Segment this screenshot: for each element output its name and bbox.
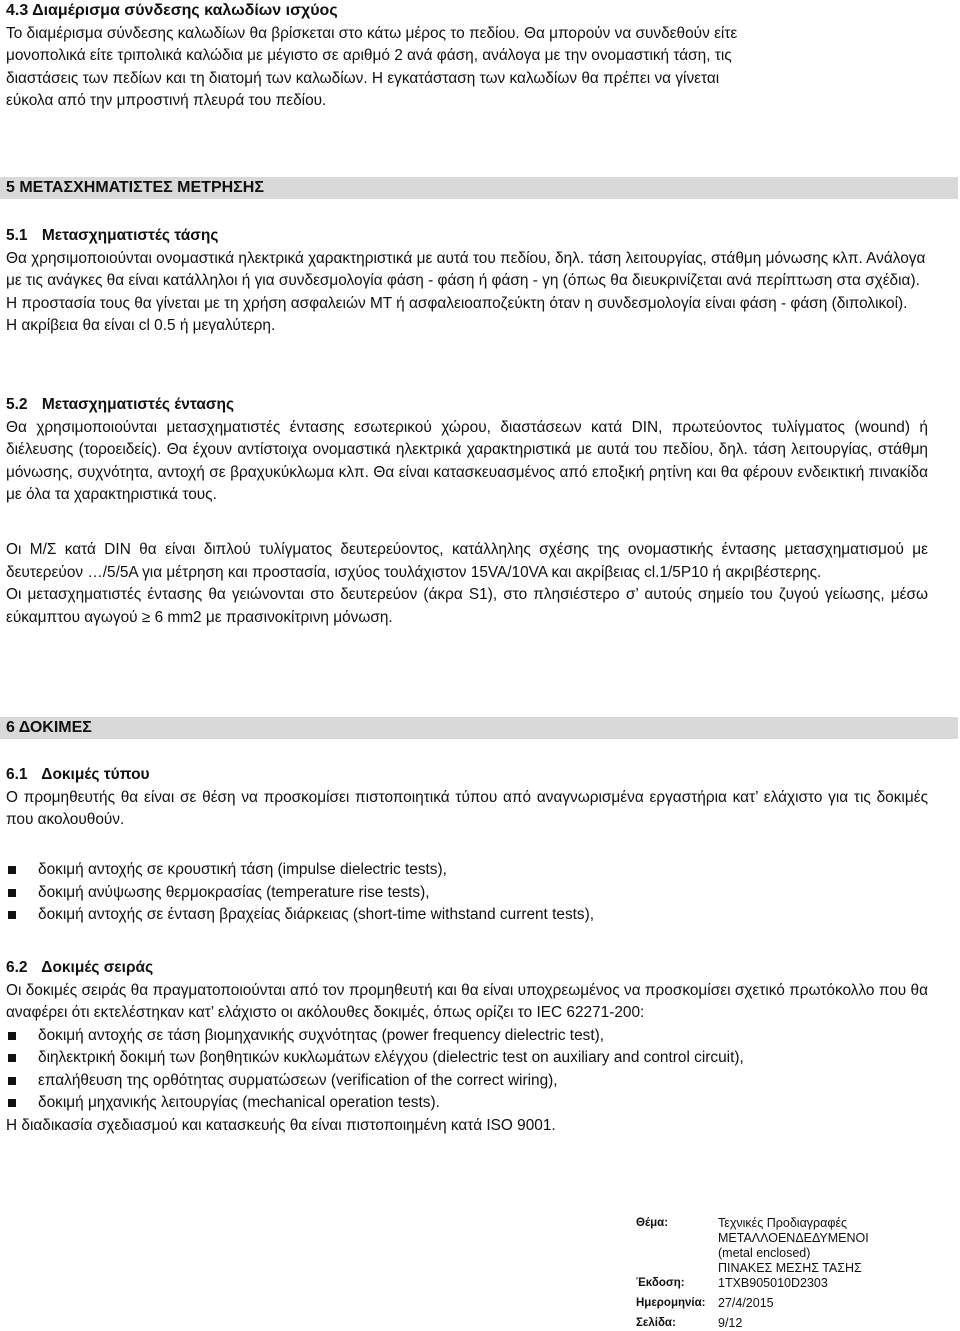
list-item: διηλεκτρική δοκιμή των βοηθητικών κυκλωμάτων ελέγχου (dielectric test on auxiliary and control circuit), [6, 1047, 928, 1070]
section-5-1-heading [6, 225, 928, 248]
section-6-heading [0, 717, 958, 739]
section-6-2-list [6, 1025, 928, 1115]
section-4-3 [6, 0, 928, 113]
section-4-3-heading: 4.3 Διαμέρισμα σύνδεσης καλωδίων ισχύος [6, 2, 338, 19]
bullet-icon [8, 889, 16, 897]
footer-edition-value: 1TXB905010D2303 [718, 1276, 828, 1290]
section-6-1 [6, 764, 928, 832]
section-6-1-list [6, 859, 928, 927]
section-6-1-body: Ο προμηθευτής θα είναι σε θέση να προσκομίσει πιστοποιητικά τύπου από αναγνωρισμένα εργαστήρια κατ’ ελάχιστο για τις δοκιμές που ακολουθούν. [6, 788, 928, 828]
section-4-3-line-3: διαστάσεις των πεδίων και τη διατομή των καλωδίων. Η εγκατάσταση των καλωδίων θα πρέπει να γίνεται [6, 69, 720, 87]
section-6-2-heading [6, 957, 928, 980]
list-item: επαλήθευση της ορθότητας συρματώσεων (verification of the correct wiring), [6, 1070, 928, 1093]
bullet-icon [8, 911, 16, 919]
section-5-heading: 5 ΜΕΤΑΣΧΗΜΑΤΙΣΤΕΣ ΜΕΤΡΗΣΗΣ [0, 177, 958, 199]
section-5-1-title: Μετασχηματιστές τάσης [41, 227, 219, 244]
section-6-1-heading [6, 764, 928, 787]
bullet-icon [8, 1032, 16, 1040]
footer-page-value: 9/12 [718, 1316, 743, 1330]
section-6-2-number: 6.2 [6, 959, 28, 976]
list-item: δοκιμή αντοχής σε κρουστική τάση (impulse dielectric tests), [6, 859, 928, 882]
list-item: δοκιμή ανύψωσης θερμοκρασίας (temperature rise tests), [6, 882, 928, 905]
section-6-1-title: Δοκιμές τύπου [41, 766, 150, 783]
list-item: δοκιμή αντοχής σε τάση βιομηχανικής συχνότητας (power frequency dielectric test), [6, 1025, 928, 1048]
section-5-2-number: 5.2 [6, 396, 28, 413]
section-4-3-line-4: εύκολα από την μπροστινή πλευρά του πεδίου. [6, 92, 327, 109]
section-4-3-line-2: μονοπολικά είτε τριπολικά καλώδια με μέγιστο σε αριθμό 2 ανά φάση, ανάλογα με την ονομαστική τάση, τις [6, 47, 732, 64]
footer-date-value: 27/4/2015 [718, 1296, 774, 1310]
section-5-2-grounding-text: Οι μετασχηματιστές έντασης θα γειώνονται στο δευτερεύον (άκρα S1), στο πλησιέστερο σ’ αυτούς σημείο του ζυγού γείωσης, μέσω εύκαμπτου αγωγού ≥ 6 mm2 με πρασινοκίτρινη μόνωση. [6, 586, 928, 626]
section-6-2-closing: Η διαδικασία σχεδιασμού και κατασκευής θα είναι πιστοποιημένη κατά ISO 9001. [6, 1116, 556, 1134]
section-5-2-body: Θα χρησιμοποιούνται μετασχηματιστές έντασης εσωτερικού χώρου, διαστάσεων κατά DIN, πρωτεύοντος τυλίγματος (wound) ή διέλευσης (τοροειδείς). Θα έχουν αντίστοιχα ονομαστικά ηλεκτρικά χαρακτηριστικά με αυτά του πεδίου, δηλ. τάση λειτουργίας, στάθμη μόνωσης, συχνότητα, αντοχή σε βραχυκύκλωμα κλπ. Θα είναι κατασκευασμένος από εποξική ρητίνη και θα φέρουν ενδεικτική πινακίδα με όλα τα χαρακτηριστικά τους. [6, 418, 928, 503]
bullet-icon [8, 866, 16, 874]
section-5-2 [6, 394, 928, 507]
section-5-2-title: Μετασχηματιστές έντασης [41, 396, 235, 413]
footer-page-label: Σελίδα: [636, 1317, 676, 1329]
section-5-2-heading [6, 394, 928, 417]
section-5-1-body: Θα χρησιμοποιούνται ονομαστικά ηλεκτρικά χαρακτηριστικά με αυτά του πεδίου, δηλ. τάση λειτουργίας, στάθμη μόνωσης κλπ. Ανάλογα με τις ανάγκες θα είναι κατάλληλοι ή για συνδεσμολογία φάση - φάση ή φάση - γη (όπως θα διευκρινίζεται ανά περίπτωση στα σχέδια). Η προστασία τους θα γίνεται με τη χρήση ασφαλειών ΜΤ ή ασφαλειοαποζεύκτη όταν η συνδεσμολογία είναι φάση - φάση (διπολικοί). [6, 249, 926, 312]
section-6-2-title: Δοκιμές σειράς [41, 959, 154, 976]
bullet-icon [8, 1077, 16, 1085]
footer-subject-label: Θέμα: [636, 1217, 669, 1229]
section-5-2-din [6, 539, 928, 629]
footer-date-label: Ημερομηνία: [636, 1297, 706, 1309]
footer-subject-value: Τεχνικές Προδιαγραφές ΜΕΤΑΛΛΟΕΝΔΕΔΥΜΕΝΟΙ (metal enclosed) ΠΙΝΑΚΕΣ ΜΕΣΗΣ ΤΑΣΗΣ [718, 1216, 869, 1275]
list-item: δοκιμή μηχανικής λειτουργίας (mechanical operation tests). [6, 1092, 928, 1115]
footer-edition-row [636, 1276, 936, 1291]
footer-edition-label: Έκδοση: [636, 1277, 685, 1289]
section-5-1-accuracy: Η ακρίβεια θα είναι cl 0.5 ή μεγαλύτερη. [6, 317, 276, 334]
section-4-3-line-1: Το διαμέρισμα σύνδεσης καλωδίων θα βρίσκεται στο κάτω μέρος το πεδίου. Θα μπορούν να συνδεθούν είτε [6, 24, 738, 42]
section-6-1-list-wrap [6, 859, 928, 927]
footer-subject-row [636, 1216, 936, 1276]
section-5-2-din-text: Οι Μ/Σ κατά DIN θα είναι διπλού τυλίγματος δευτερεύοντος, κατάλληλης σχέσης της ονομαστικής έντασης μετασχηματισμού με δευτερεύον …/5/5A για μέτρηση και προστασία, ισχύος τουλάχιστον 15VA/10VA και ακρίβειας cl.1/5P10 ή ακριβέστερης. [6, 541, 928, 581]
section-6-heading-text: 6 ΔΟΚΙΜΕΣ [6, 719, 92, 736]
bullet-icon [8, 1054, 16, 1062]
section-5-1-number: 5.1 [6, 227, 28, 244]
list-item: δοκιμή αντοχής σε ένταση βραχείας διάρκειας (short-time withstand current tests), [6, 904, 928, 927]
section-6-1-number: 6.1 [6, 766, 28, 783]
bullet-icon [8, 1099, 16, 1107]
document-footer [636, 1216, 936, 1331]
section-5-1 [6, 225, 928, 338]
footer-date-row [636, 1296, 936, 1311]
section-6-2-body: Οι δοκιμές σειράς θα πραγματοποιούνται από τον προμηθευτή και θα είναι υποχρεωμένος να προσκομίσει σχετικό πρωτόκολλο που θα αναφέρει ότι εκτελέστηκαν κατ’ ελάχιστο οι ακόλουθες δοκιμές, όπως ορίζει το IEC 62271-200: [6, 981, 928, 1021]
section-6-2 [6, 957, 928, 1137]
